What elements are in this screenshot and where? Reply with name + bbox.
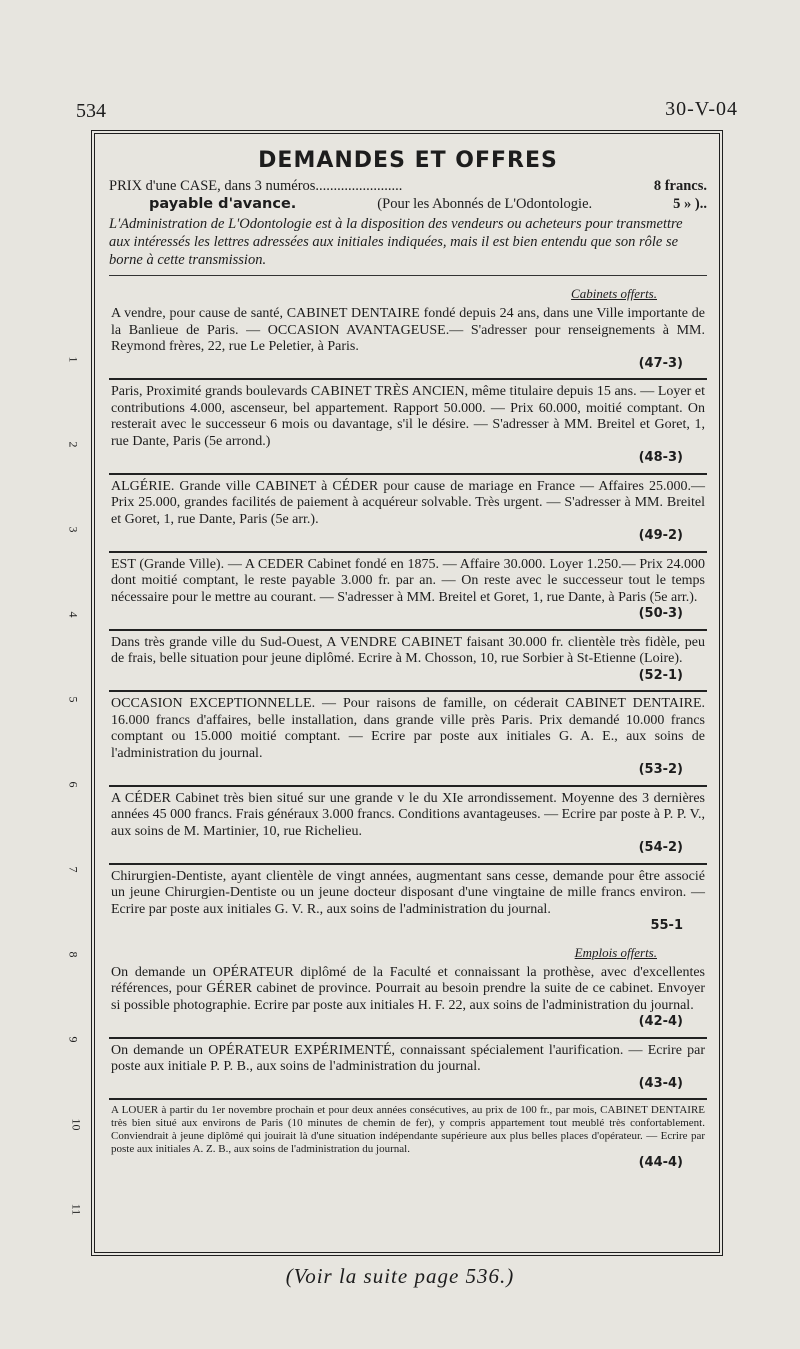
intro-text: L'Administration de L'Odontologie est à la disposition des vendeurs ou acheteurs pour transmettre aux intéressés les lettres adressées aux initiales indiquées, mais il est bien entendu que son rôle se borne à cette transmission. bbox=[109, 216, 683, 268]
ad-cabinet-2 bbox=[111, 384, 705, 467]
section-emplois: Emplois offerts. bbox=[574, 944, 657, 960]
ad-text: A vendre, pour cause de santé, CABINET DENTAIRE fondé depuis 24 ans, dans une Ville importante de la Banlieue de Paris. — OCCASION AVANTAGEUSE.— S'adresser pour renseignements à MM. Reymond frères, 22, rue Le Peletier, à Paris. bbox=[111, 306, 705, 354]
margin-number: 3 bbox=[66, 526, 81, 533]
margin-number: 7 bbox=[66, 866, 81, 873]
page-title: DEMANDES ET OFFRES bbox=[258, 148, 558, 173]
ad-text: On demande un OPÉRATEUR diplômé de la Faculté et connaissant la prothèse, avec d'excellentes références, pour GÉRER cabinet de province. Pourrait au besoin prendre la suite de ce cabinet. Envoyer si possible photographie. Ecrire par poste aux initiales H. F. 22, aux soins de l'administration du journal. bbox=[111, 964, 705, 1013]
ad-text: Dans très grande ville du Sud-Ouest, A VENDRE CABINET faisant 30.000 fr. clientèle très fidèle, peu de frais, belle situation pour jeune diplômé. Ecrire à M. Chosson, 10, rue Sorbier à St-Etienne (Loire). bbox=[111, 634, 705, 666]
ad-ref: (43-4) bbox=[638, 1075, 683, 1091]
ad-text: OCCASION EXCEPTIONNELLE. — Pour raisons de famille, on céderait CABINET DENTAIRE. 16.000 francs d'affaires, belle installation, dans grande ville près Paris. Prix demandé 10.000 francs comptant ou 15.000 moitié comptant. — Ecrire par poste aux initiales G. A. E., aux soins de l'administration du journal. bbox=[111, 696, 705, 761]
ad-emploi-2 bbox=[111, 1043, 705, 1093]
ad-text: ALGÉRIE. Grande ville CABINET à CÉDER pour cause de mariage en France — Affaires 25.000.— Prix 25.000, grandes facilités de paiement à acquéreur solvable. Très urgent. — S'adresser à MM. Breitel et Goret, 1, rue Dante, Paris (5e arr.). bbox=[111, 478, 705, 527]
margin-number: 4 bbox=[66, 611, 81, 618]
ad-cabinet-8 bbox=[111, 869, 705, 935]
ad-cabinet-4 bbox=[111, 557, 705, 623]
margin-number: 2 bbox=[66, 441, 81, 448]
ad-a-louer bbox=[111, 1104, 705, 1169]
ad-ref: (49-2) bbox=[638, 528, 683, 543]
ad-text: On demande un OPÉRATEUR EXPÉRIMENTÉ, connaissant spécialement l'aurification. — Ecrire par poste aux initiale P. P. B., aux soins de l'administration du journal. bbox=[111, 1042, 705, 1074]
ad-cabinet-5 bbox=[111, 635, 705, 685]
price-line-1: PRIX d'une CASE, dans 3 numéros........................ bbox=[109, 178, 403, 194]
margin-number: 5 bbox=[66, 696, 81, 703]
ad-ref: 55-1 bbox=[650, 918, 683, 933]
ad-text: A CÉDER Cabinet très bien situé sur une grande v le du XIe arrondissement. Moyenne des 3 dernières années 45 000 francs. Frais généraux 3.000 francs. Conditions avantageuses. — Ecrire par poste à P. P. V., aux soins de M. Martinier, 10, rue Richelieu. bbox=[111, 790, 705, 839]
ad-ref: (42-4) bbox=[638, 1014, 683, 1029]
classifieds-frame bbox=[91, 130, 723, 1256]
price-block bbox=[109, 177, 707, 213]
margin-number: 9 bbox=[66, 1036, 81, 1043]
margin-number: 1 bbox=[66, 356, 81, 363]
price-value-1: 8 francs. bbox=[653, 178, 707, 194]
ad-ref: (48-3) bbox=[638, 450, 683, 465]
ad-ref: (54-2) bbox=[638, 840, 683, 855]
ad-cabinet-7 bbox=[111, 791, 705, 857]
price-value-2: 5 » ).. bbox=[673, 196, 707, 212]
margin-number: 6 bbox=[66, 781, 81, 788]
ad-ref: (44-4) bbox=[638, 1155, 683, 1170]
ad-ref: (50-3) bbox=[638, 606, 683, 621]
ad-text: Chirurgien-Dentiste, ayant clientèle de vingt années, augmentant sans cesse, demande pour être associé un jeune Chirurgien-Dentiste ou un jeune docteur disposant d'une vingtaine de mille francs environ. — Ecrire par poste aux initiales G. V. R., aux soins de l'administration du journal. bbox=[111, 868, 705, 917]
section-cabinets: Cabinets offerts. bbox=[571, 286, 657, 301]
ad-ref: (52-1) bbox=[638, 667, 683, 683]
ad-emploi-1 bbox=[111, 965, 705, 1031]
ad-text: A LOUER à partir du 1er novembre prochain et pour deux années consécutives, au prix de 100 fr., par mois, CABINET DENTAIRE très bien situé aux environs de Paris (10 minutes de chemin de fer), y compris appartement tout meublé très confortablement. Conviendrait à jeune diplômé qui jouirait là d'une situation indépendante supérieure aux plus belles places d'opérateur. — Ecrire par poste aux initiales A. Z. B., aux soins de l'administration du journal. bbox=[111, 1104, 705, 1155]
price-line-2: payable d'avance. bbox=[149, 196, 297, 212]
ad-text: Paris, Proximité grands boulevards CABINET TRÈS ANCIEN, même titulaire depuis 15 ans. — Loyer et contributions 4.000, ascenseur, bel appartement. Rapport 50.000. — Prix 60.000, moitié comptant. On resterait avec le successeur 6 mois ou davantage, s'il le désire. — S'adresser à MM. Breitel et Goret, 1, rue Dante, Paris (5e arrond.) bbox=[111, 384, 705, 449]
margin-number: 10 bbox=[69, 1118, 84, 1131]
ad-cabinet-3 bbox=[111, 479, 705, 545]
margin-number: 11 bbox=[69, 1203, 84, 1216]
page-number: 534 bbox=[76, 100, 106, 122]
margin-number: 8 bbox=[66, 951, 81, 958]
price-line-2b: (Pour les Abonnés de L'Odontologie. bbox=[377, 196, 593, 212]
ad-ref: (47-3) bbox=[638, 355, 683, 371]
issue-date: 30-V-04 bbox=[665, 98, 738, 120]
ad-ref: (53-2) bbox=[638, 762, 683, 777]
ad-cabinet-1 bbox=[111, 306, 705, 372]
footer-note: (Voir la suite page 536.) bbox=[285, 1264, 515, 1288]
ad-text: EST (Grande Ville). — A CEDER Cabinet fondé en 1875. — Affaire 30.000. Loyer 1.250.— Prix 24.000 dont moitié comptant, le reste payable 3.000 fr. par an. — On reste avec le successeur tout le temps nécessaire pour le mettre au courant. — S'adresser à MM. Breitel et Goret, 1, rue Dante, à Paris (5e arr.). bbox=[111, 556, 705, 605]
ad-cabinet-6 bbox=[111, 696, 705, 779]
